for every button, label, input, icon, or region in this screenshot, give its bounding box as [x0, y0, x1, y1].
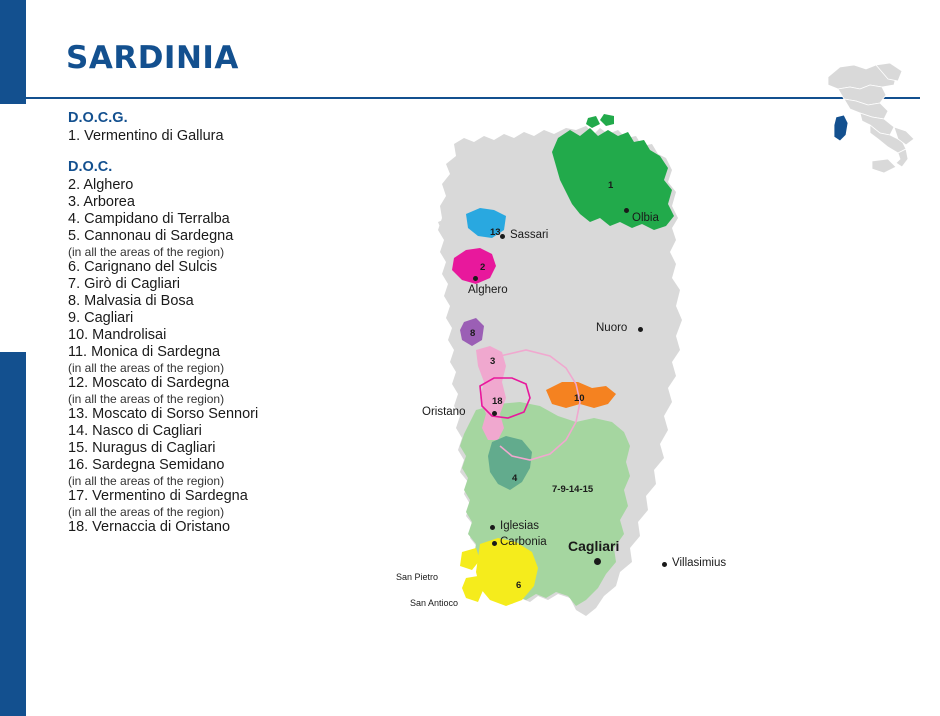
list-item-note: (in all the areas of the region): [68, 245, 225, 259]
list-item: 6. Carignano del Sulcis: [68, 259, 218, 275]
decorative-bar-top: [0, 0, 26, 104]
list-item: 13. Moscato di Sorso Sennori: [68, 406, 259, 422]
list-item: 14. Nasco di Cagliari: [68, 423, 202, 439]
zone-label-3: 3: [490, 356, 496, 367]
italy-sardinia-highlight: [834, 115, 848, 141]
list-item: 12. Moscato di Sardegna: [68, 375, 230, 391]
zone-label-10: 10: [574, 393, 585, 404]
city-label-carbonia: Carbonia: [500, 536, 547, 548]
city-dot-villasimius: [662, 562, 667, 567]
legend-panel: [68, 110, 398, 536]
list-item-note: (in all the areas of the region): [68, 474, 225, 488]
city-dot-iglesias: [490, 525, 495, 530]
city-dot-sassari: [500, 234, 505, 239]
list-item-note: (in all the areas of the region): [68, 505, 225, 519]
italy-sicily: [872, 159, 896, 173]
list-item: 11. Monica di Sardegna: [68, 344, 221, 360]
legend-spacer: [68, 145, 398, 159]
list-item-note: (in all the areas of the region): [68, 392, 225, 406]
decorative-bar-bottom: [0, 352, 26, 716]
list-item: 9. Cagliari: [68, 310, 134, 326]
city-dot-oristano: [492, 411, 497, 416]
zone-label-2: 2: [480, 262, 486, 273]
zone-label-4: 4: [512, 473, 518, 484]
zone-label-7-9-14-15: 7-9-14-15: [552, 484, 594, 495]
city-label-olbia: Olbia: [632, 212, 659, 224]
city-label-villasimius: Villasimius: [672, 557, 727, 569]
list-item: 1. Vermentino di Gallura: [68, 128, 224, 144]
list-item: 18. Vernaccia di Oristano: [68, 519, 231, 535]
city-dot-alghero: [473, 276, 478, 281]
list-item: 7. Girò di Cagliari: [68, 276, 181, 292]
zone-label-1: 1: [608, 180, 614, 191]
island-label-san-pietro: San Pietro: [396, 572, 439, 582]
city-label-cagliari: Cagliari: [568, 538, 620, 554]
list-item: 10. Mandrolisai: [68, 327, 167, 343]
city-dot-olbia: [624, 208, 629, 213]
island-label-san-antioco: San Antioco: [410, 598, 459, 608]
city-label-sassari: Sassari: [510, 229, 549, 241]
zone-1-islet-b: [600, 114, 614, 126]
zone-label-6: 6: [516, 580, 522, 591]
list-item: 17. Vermentino di Sardegna: [68, 488, 248, 504]
list-item: 2. Alghero: [68, 177, 134, 193]
list-item: 3. Arborea: [68, 194, 135, 210]
city-dot-carbonia: [492, 541, 497, 546]
docg-heading: D.O.C.G.: [68, 110, 128, 126]
title-divider: [26, 97, 920, 99]
sardinia-map: [380, 110, 730, 680]
italy-inset-svg: [810, 55, 920, 175]
city-dot-cagliari: [594, 558, 601, 565]
list-item: 8. Malvasia di Bosa: [68, 293, 194, 309]
list-item-note: (in all the areas of the region): [68, 361, 225, 375]
italy-center-north: [838, 85, 886, 105]
zone-label-13: 13: [490, 227, 501, 238]
zone-1-islet-a: [586, 116, 600, 128]
page-title: SARDINIA: [66, 40, 239, 76]
list-item: 5. Cannonau di Sardegna: [68, 228, 234, 244]
zone-label-8: 8: [470, 328, 476, 339]
list-item: 4. Campidano di Terralba: [68, 211, 230, 227]
city-dot-nuoro: [638, 327, 643, 332]
sardinia-map-svg: [380, 110, 730, 680]
city-label-oristano: Oristano: [422, 406, 466, 418]
list-item: 16. Sardegna Semidano: [68, 457, 225, 473]
doc-heading: D.O.C.: [68, 159, 113, 175]
city-label-iglesias: Iglesias: [500, 520, 539, 532]
city-label-alghero: Alghero: [468, 284, 508, 296]
italy-inset-map: [810, 55, 920, 175]
city-label-nuoro: Nuoro: [596, 322, 628, 334]
zone-label-18: 18: [492, 396, 503, 407]
list-item: 15. Nuragus di Cagliari: [68, 440, 216, 456]
